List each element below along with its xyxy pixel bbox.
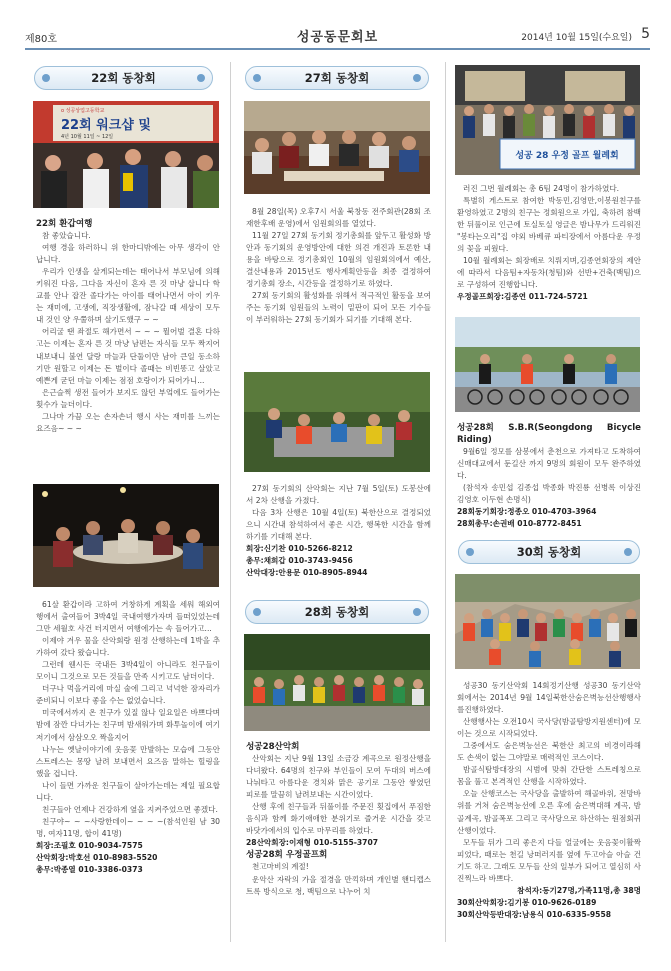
attendance-line: 참석자:동기27명,가족11명,총 38명 — [517, 885, 641, 895]
contact-line: 30회산악회장:김기봉 010-9626-0189 — [457, 897, 597, 907]
paragraph: 모두들 뒤가 그리 좋은지 다들 얼굴에는 웃음꽃이활짝 피었다, 때로는 천길 낭떠러지를 옆에 두고아슬 아슬 건기도 하고. 그래도 모두들 산의 일부가 되어고 열심히 사진찍느라 바쁘다. — [457, 837, 641, 883]
section-banner-28 — [245, 600, 429, 624]
banner-label: 22회 동창회 — [91, 71, 156, 85]
article-28 — [246, 741, 431, 937]
paragraph: 더구나 먹을거리에 마실 술에 그리고 넉넉한 잠자리가 준비되니 이보다 좋을 수는 없었습니다. — [36, 684, 220, 706]
contact-line: 총무:채희갑 010-3743-9456 — [246, 556, 353, 566]
photo-22-dinner — [33, 484, 219, 587]
paragraph: 운악산 자락의 가을 절경을 만끽하며 개인별 핸디캡스트록 방식으로 청, 백팀으로 나누어 치 — [246, 874, 431, 896]
paragraph: 산행 후에 친구들과 뒤풀이를 주문진 횟집에서 푸짐한 음식과 함께 화기애애한 분위기로 즐거운 시간을 갖고 바닷가에서의 입수로 마무리를 하였다. — [246, 802, 431, 836]
bullet-icon — [466, 548, 474, 556]
paragraph: 여행 경을 하러하니 위 한마디밖에는 아무 생각이 안 납니다. — [36, 243, 220, 265]
paragraph: 밤골식탐방대장의 시범에 맞춰 간단한 스트레칭으로 몸을 풀고 본격적인 산행을 시작하였다. — [457, 765, 641, 787]
header-rule — [25, 48, 650, 50]
contact-line: 회장:조필호 010-9034-7575 — [36, 840, 143, 850]
paragraph: 산악회는 지난 9월 13일 소금강 계곡으로 원정산행을 다녀왔다. 64명의 친구와 부인들이 모여 두대의 버스에 나눠타고 아름다운 경치와 맑은 공기로 그동안 쌓였던 피로를 말끔히 날려보내는 시간이었다. — [246, 754, 431, 800]
bullet-icon — [413, 608, 421, 616]
article-title: 22회 환갑여행 — [36, 219, 93, 229]
article-title: 성공28산악회 — [246, 742, 300, 752]
bullet-icon — [42, 74, 50, 82]
paragraph: 그나마 가끔 오는 손자손녀 행시 사는 재미를 느끼는 요즈음~ ~ ~ — [36, 411, 220, 433]
paragraph: 9월6일 정모를 삼봉에서 춘천으로 가져타고 도착하여 신매대교에서 둔길산 까지 9명의 회원이 모두 완주하였다. — [457, 447, 641, 481]
paragraph: 오늘 산행코스는 국사당을 출발하여 해골바위, 전망바위를 거쳐 숨은벽능선에 오른 후에 숨은벽대해 계곡, 밤골계곡, 밤골폭포 그리고 국사당으로 하산하는 원점회귀 산행이었다. — [457, 789, 641, 835]
paragraph: 은근슬쩍 생전 들어가 보지도 않던 부엌에도 들어가는 횟수가 늘더이다. — [36, 387, 220, 409]
bullet-icon — [413, 74, 421, 82]
paragraph: 10월 월례회는 회장배로 치뤄지며,김종연회장의 제안에 따라서 다음팀+자동차(청팀)와 선반+건축(백팀)으로 구성하여 진행합니다. — [457, 256, 641, 290]
bullet-icon — [253, 608, 261, 616]
article-27-meeting — [246, 206, 431, 372]
issue-number: 제80호 — [25, 34, 58, 45]
paragraph: 어리굴 땐 좌절도 해가면서 ~ ~ ~ 뭘어벌 결혼 다하고는 이제는 혼자 른 것 마냥 남편는 자식들 모두 짝지어 내보내니 불연 달랑 마늘과 단둘이만 남아 큰일 동소하기만 원할고 이제는 돈 벌이다 졸때는 비빈똥고 살았고 예쁜게 굳던 마늘 이제는 점점 호랑이가 되어가니... — [36, 327, 220, 385]
photo-28-golf — [455, 65, 640, 175]
banner-label: 30회 동창회 — [516, 545, 582, 559]
banner-label: 28회 동창회 — [304, 605, 370, 619]
paragraph: 11월 27일 27회 동기회 정기총회를 앞두고 활성화 방안과 동기회의 운영방안에 대한 의견 개진과 토론한 내용을 바탕으로 정기총회인 10월의 임원회의에서 예산, 결산내용과 2015년도 행사계획안등을 최종 결정하여 정기총회 장소, 시간등을 결정하기로 하였다. — [246, 231, 431, 289]
contact-line: 총무:박종열 010-3386-0373 — [36, 865, 143, 875]
article-title: 성공28회 우정골프회 — [246, 850, 328, 861]
paragraph: 특별히 게스트로 참여한 박동민,김영만,이봉원친구를 환영하였고 2명의 친구는 정회원으로 가입, 축하려 참백한 뒤풀이로 인근에 토실토실 영글은 밤나무가 드리워진 "봉타는오리"집 야외 바베큐 파티장에서 아름다운 우정의 꽃을 피웠다. — [457, 196, 641, 254]
section-banner-22 — [34, 66, 213, 90]
article-22-part2 — [36, 599, 220, 927]
photo-27-meeting — [244, 101, 430, 194]
paragraph: 천고마비의 계절! — [252, 862, 309, 872]
contact-line: 30회산악등반대장:남용식 010-6335-9558 — [457, 909, 612, 919]
paragraph: 러진 그번 월례회는 총 6팀 24명이 참가하였다. — [463, 184, 620, 193]
section-banner-30 — [458, 540, 640, 564]
paragraph: 친구들아 언제나 건강하게 옆을 지켜주었으면 좋겠다. — [42, 804, 218, 814]
paragraph: 친구야~ ~ ~사랑한데이~ ~ ~ ~(참석인원 남 30명, 여자11명, 합이 41명) — [36, 816, 220, 838]
contact-line: 산악대장:안용문 010-8905-8944 — [246, 568, 368, 578]
article-title: 성공28회 S.B.R(Seongdong Bicycle Riding) — [457, 423, 641, 446]
contact-line: 산악회장:박호선 010-8983-5520 — [36, 852, 158, 862]
publish-date: 2014년 10월 15일(수요일) — [521, 33, 632, 43]
photo-30-hiking — [455, 574, 640, 669]
photo1-sign-small-text: 4년 10월 11일 ~ 12일 — [61, 134, 114, 140]
paragraph: 그런데 웬시든 국내든 3박4일이 아니라도 친구들이 모이니 그것으로 모든 것들을 만족 시키고도 남더이다. — [36, 660, 220, 682]
photo-22-workshop — [33, 101, 219, 208]
article-22-part1 — [36, 218, 220, 476]
column-divider — [230, 62, 231, 942]
photo-27-hiking — [244, 372, 430, 472]
section-banner-27 — [245, 66, 429, 90]
article-30 — [457, 680, 641, 938]
paragraph: 이제야 겨우 물을 산악회랑 원정 산행하는데 1박을 추가하여 갔다 왔습니다. — [36, 636, 220, 658]
contact-line: 28회동기회장:정종오 010-4703-3964 — [457, 507, 597, 517]
paragraph: 나누는 옛날이야기에 웃음꽃 만발하는 모습에 그동안 스트레스는 몽땅 날려 보내면서 요즈음 말하는 힐링을 했을 겁니다. — [36, 744, 220, 778]
photo1-sign-text: 22회 워크샵 및 — [61, 118, 151, 133]
photo1-top-text: o 성공상업고등학교 — [61, 108, 105, 114]
article-28-bicycle — [457, 422, 641, 534]
paragraph: 나이 들면 가까운 친구들이 살아가는데는 제일 필요합니다. — [36, 780, 220, 802]
paragraph: 8월 28일(목) 오후7시 서울 북창동 전주회관(28회 조재한후배 운영)에서 임원회의를 열었다. — [246, 207, 431, 229]
bullet-icon — [624, 548, 632, 556]
photo-28-hiking — [244, 634, 430, 731]
paragraph: (참석자 송민섭 김종섭 박종화 박진룡 선병록 이상진 김영호 이두현 손명식) — [457, 483, 641, 505]
paragraph: 성공30 동기산악회 14회정기산행 성공30 동기산악회에서는 2014년 9월 14일북한산숨은벽능선산행행사를진행하였다. — [457, 681, 641, 715]
banner-label: 27회 동창회 — [304, 71, 370, 85]
article-27-hiking — [246, 483, 431, 595]
paragraph: 미국에서까지 온 친구가 있질 않나 일요일은 바쁘다며 밤에 잠깐 다녀가는 친구며 밤새워가며 화투놀이에 여기저기에서 삼삼오오 짝을지어 — [36, 708, 220, 742]
paragraph: 다음 3차 산행은 10월 4일(토) 북한산으로 결정되었으니 시간내 참석하여서 좋은 시간, 행복한 시간을 함께하기를 기대해 본다. — [246, 508, 431, 542]
page-header — [25, 26, 650, 48]
photo-28-bicycle — [455, 317, 640, 412]
contact-line: 28회총무:손권배 010-8772-8451 — [457, 519, 582, 529]
paragraph: 그중에서도 숨은벽능선은 북한산 최고의 비경이라해도 손색이 없는 그야말로 매력적인 코스이다. — [457, 741, 641, 763]
paragraph: 27회 동기회의 활성화를 위해서 적극적인 활동을 보여주는 동기회 임원들의 노력이 밑판이 되어 모든 기수들이 부러워하는 27회 동기회가 되기를 기대해 본다. — [246, 291, 431, 325]
bullet-icon — [253, 74, 261, 82]
paragraph: 우리가 인생을 살게되는데는 태어나서 부모님에 의해 키워진 다음, 그다음 자신이 혼자 른 것 마냥 삽니다 학교를 안나 잡잔 졸다가는 아이를 태어나면서 아이 키우는 재미에, 고생에, 직장생활에, 잠나갈 때 세상이 모두 내 것인 양 우쭐하며 살기도했구 ~ ~ — [36, 267, 220, 325]
newsletter-title: 성공동문회보 — [296, 30, 379, 45]
paragraph: 참 좋았습니다. — [42, 231, 91, 241]
paragraph: 27회 동기회의 산악회는 지난 7월 5일(토) 도봉산에서 2차 산행을 가졌다. — [246, 484, 431, 506]
column-divider — [445, 62, 446, 942]
contact-line: 우정골프회장:김종연 011-724-5721 — [457, 292, 588, 302]
paragraph: 61살 환갑이라 고하여 거창하게 계획을 세워 해외여행에서 출여들어 3박4일 국내여행가자며 들떠있었는데 그만 세월호 사건 터지면서 여행에가는 속 들어가고... — [36, 600, 220, 634]
paragraph: 산행행사는 오전10시 국사당(밤골탐방지원센터)에 모이는 것으로 시작되었다. — [457, 717, 641, 739]
golf-banner-text: 성공 28 우정 골프 월례회 — [515, 151, 619, 161]
contact-line: 회장:신기찬 010-5266-8212 — [246, 544, 353, 554]
bullet-icon — [197, 74, 205, 82]
page-number: 5 — [641, 26, 650, 42]
contact-line: 28산악회장:이재형 010-5155-3707 — [246, 838, 379, 848]
